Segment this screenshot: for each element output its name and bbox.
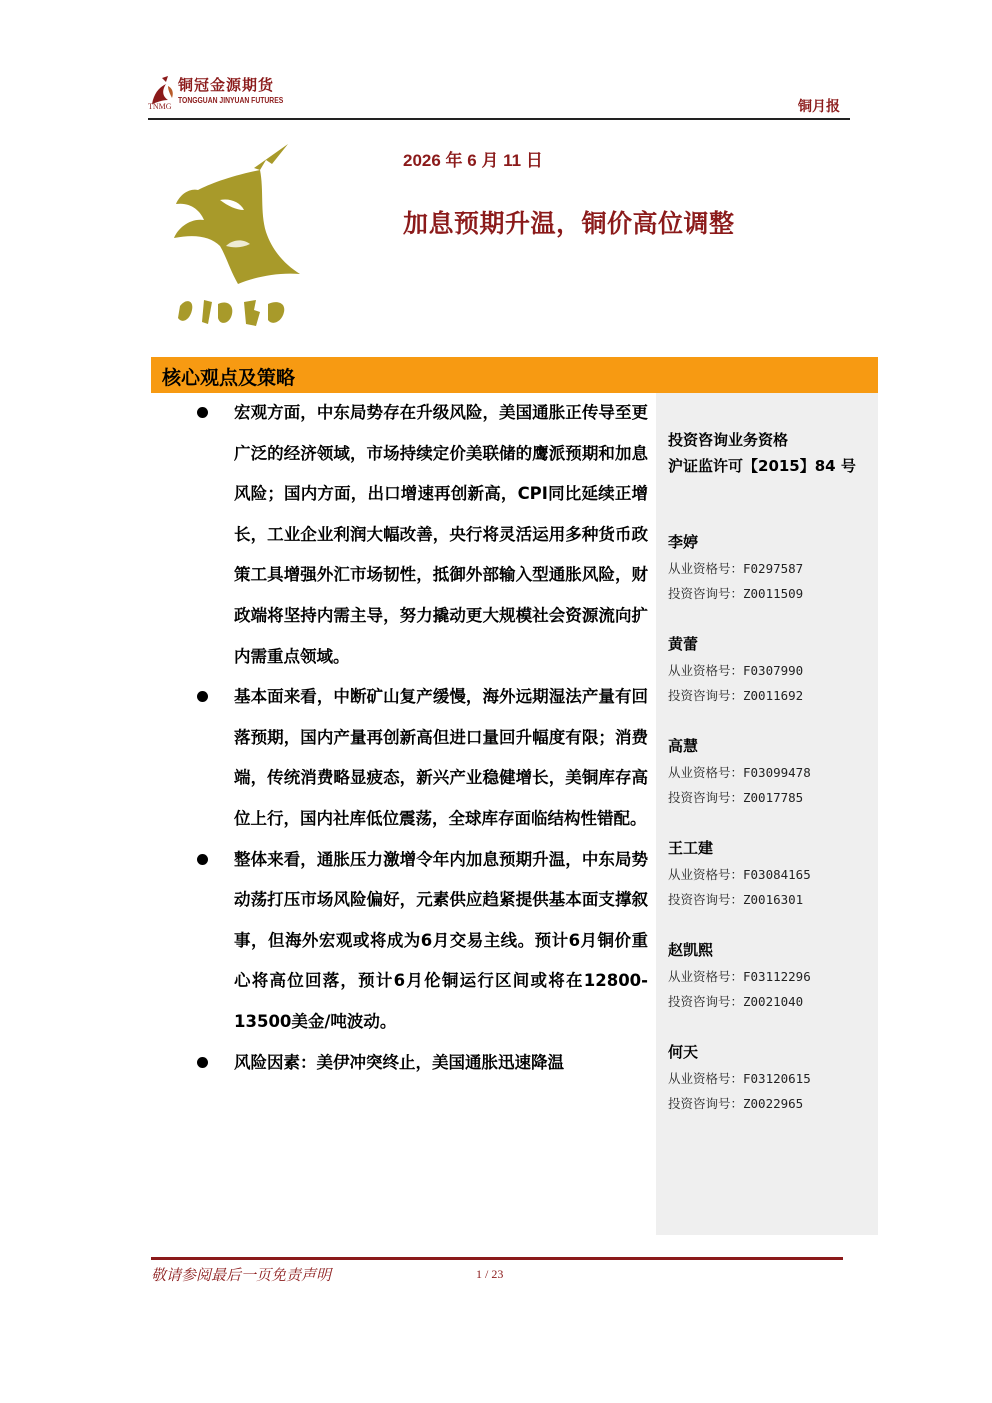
list-item bbox=[190, 677, 648, 839]
analyst-name: 何天 bbox=[668, 1043, 699, 1061]
report-date: 2026 年 6 月 11 日 bbox=[403, 151, 543, 170]
report-type: 铜月报 bbox=[798, 99, 840, 115]
qualification-license: 沪证监许可【2015】84 号 bbox=[668, 457, 856, 475]
analyst-card bbox=[668, 528, 873, 606]
bullet-text: 风险因素：美伊冲突终止，美国通胀迅速降温 bbox=[234, 1052, 564, 1072]
company-logo bbox=[148, 72, 308, 116]
analyst-card bbox=[668, 732, 873, 810]
section-header bbox=[151, 357, 878, 393]
header-divider bbox=[148, 118, 850, 120]
company-name-cn: 铜冠金源期货 bbox=[178, 76, 275, 94]
company-name-en: TONGGUAN JINYUAN FUTURES bbox=[178, 96, 284, 105]
analyst-name: 高慧 bbox=[668, 737, 699, 755]
analyst-license: 从业资格号：F0307990 bbox=[668, 663, 804, 678]
analyst-card bbox=[668, 1038, 873, 1116]
analyst-panel bbox=[656, 393, 878, 1235]
bullet-icon bbox=[197, 1057, 208, 1068]
qualification-title: 投资咨询业务资格 bbox=[668, 431, 789, 449]
bullet-text: 基本面来看，中断矿山复产缓慢，海外远期湿法产量有回落预期，国内产量再创新高但进口量回升幅度有限；消费端，传统消费略显疲态，新兴产业稳健增长，美铜库存高位上行，国内社库低位震荡，全球库存面临结构性错配。 bbox=[234, 687, 648, 828]
analyst-advisory: 投资咨询号：Z0021040 bbox=[668, 994, 804, 1009]
list-item bbox=[190, 393, 648, 677]
bullet-text: 整体来看，通胀压力激增令年内加息预期升温，中东局势动荡打压市场风险偏好，元素供应趋紧提供基本面支撑叙事，但海外宏观或将成为6月交易主线。预计6月铜价重心将高位回落，预计6月伦铜运行区间或将在12800-13500美金/吨波动。 bbox=[234, 849, 648, 1031]
analyst-advisory: 投资咨询号：Z0022965 bbox=[668, 1096, 804, 1111]
bullet-icon bbox=[197, 407, 208, 418]
analyst-advisory: 投资咨询号：Z0011692 bbox=[668, 688, 804, 703]
analyst-advisory: 投资咨询号：Z0011509 bbox=[668, 586, 804, 601]
list-item bbox=[190, 1043, 648, 1084]
report-title: 加息预期升温，铜价高位调整 bbox=[403, 209, 735, 238]
bullet-icon bbox=[197, 691, 208, 702]
analyst-license: 从业资格号：F03112296 bbox=[668, 969, 811, 984]
analyst-name: 李婷 bbox=[668, 533, 699, 551]
company-abbr: TNMG bbox=[148, 102, 172, 111]
analyst-license: 从业资格号：F03084165 bbox=[668, 867, 811, 882]
core-views-list bbox=[190, 393, 648, 1083]
analyst-license: 从业资格号：F0297587 bbox=[668, 561, 804, 576]
emblem-spear bbox=[254, 144, 288, 170]
analyst-name: 王工建 bbox=[668, 839, 714, 857]
analyst-card bbox=[668, 630, 873, 708]
analyst-name: 黄蕾 bbox=[668, 635, 699, 653]
disclaimer-note: 敬请参阅最后一页免责声明 bbox=[151, 1266, 332, 1284]
analyst-name: 赵凯熙 bbox=[668, 941, 714, 959]
analyst-license: 从业资格号：F03099478 bbox=[668, 765, 811, 780]
analyst-card bbox=[668, 936, 873, 1014]
analyst-advisory: 投资咨询号：Z0016301 bbox=[668, 892, 804, 907]
bullet-icon bbox=[197, 854, 208, 865]
section-title: 核心观点及策略 bbox=[162, 367, 296, 389]
tongling-emblem bbox=[160, 140, 310, 335]
page-number: 1 / 23 bbox=[476, 1267, 504, 1281]
analyst-card bbox=[668, 834, 873, 912]
analyst-license: 从业资格号：F03120615 bbox=[668, 1071, 811, 1086]
bullet-text: 宏观方面，中东局势存在升级风险，美国通胀正传导至更广泛的经济领域，市场持续定价美联储的鹰派预期和加息风险；国内方面，出口增速再创新高，CPI同比延续正增长，工业企业利润大幅改善，央行将灵活运用多种货币政策工具增强外汇市场韧性，抵御外部输入型通胀风险，财政端将坚持内需主导，努力撬动更大规模社会资源流向扩内需重点领域。 bbox=[234, 403, 648, 666]
list-item bbox=[190, 840, 648, 1043]
emblem-caption bbox=[178, 300, 284, 326]
analyst-advisory: 投资咨询号：Z0017785 bbox=[668, 790, 804, 805]
footer-divider bbox=[151, 1257, 843, 1260]
